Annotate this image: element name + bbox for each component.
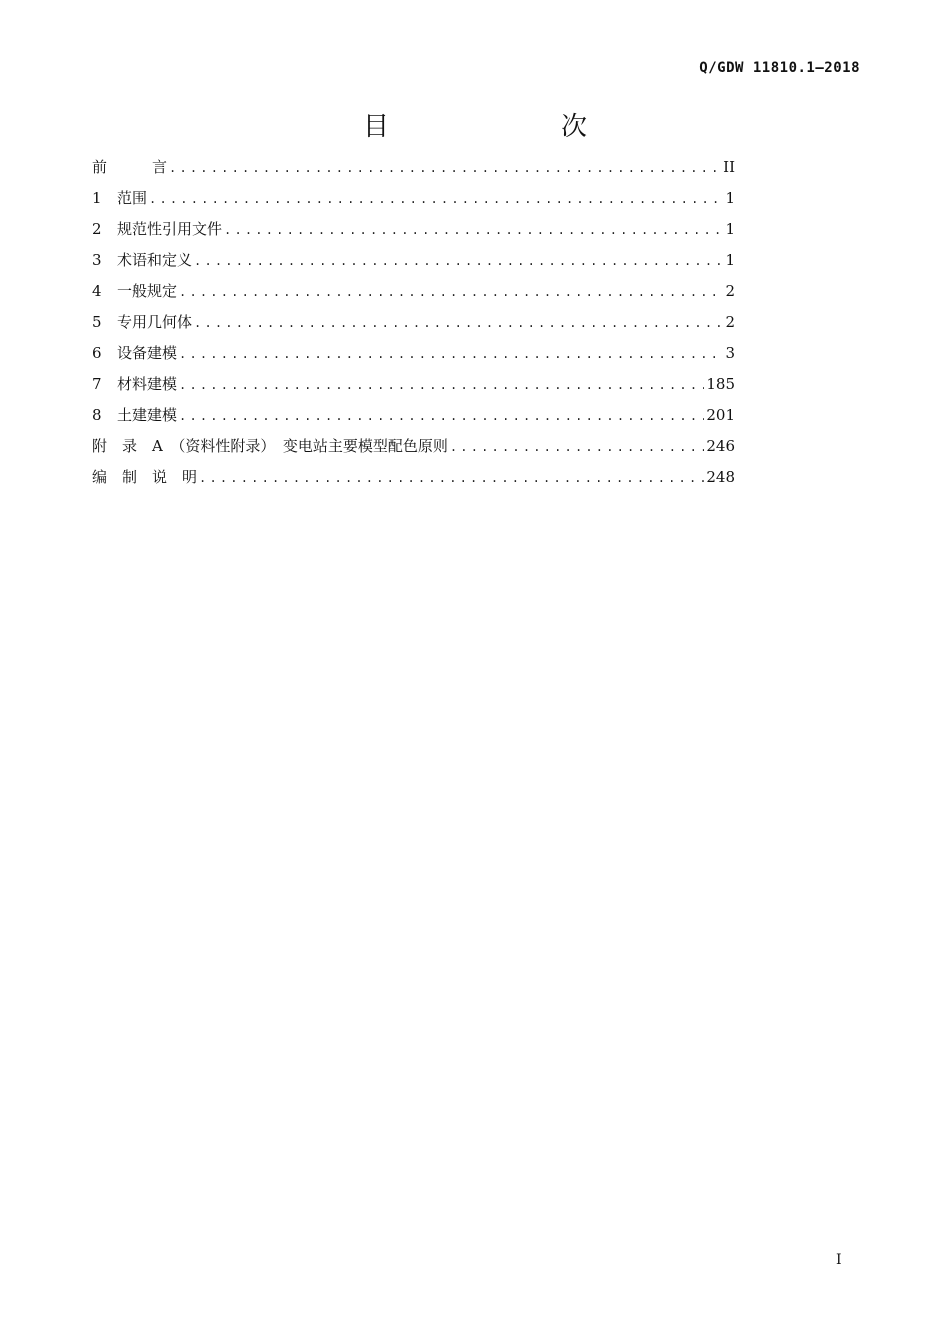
toc-item-label: 土建建模 — [117, 406, 178, 424]
toc-item-number: 1 — [92, 189, 102, 207]
toc-item-number: 2 — [92, 220, 102, 238]
standard-code: Q/GDW 11810.1—2018 — [699, 60, 860, 76]
toc-leader-dots — [224, 223, 723, 237]
table-of-contents — [92, 156, 735, 497]
toc-item-page: 2 — [725, 313, 735, 331]
toc-item-page: 201 — [706, 406, 735, 424]
toc-item-number: 6 — [92, 344, 102, 362]
page-number: I — [836, 1252, 842, 1268]
toc-leader-dots — [149, 192, 723, 206]
toc-leader-dots — [194, 254, 723, 268]
toc-item-label: 材料建模 — [117, 375, 178, 393]
toc-item-label: 附 录 A （资料性附录） 变电站主要模型配色原则 — [92, 437, 448, 455]
toc-item-number: 8 — [92, 406, 102, 424]
toc-item-explanation[interactable] — [92, 466, 735, 497]
toc-item-label: 专用几何体 — [117, 313, 193, 331]
toc-item-page: 1 — [725, 220, 735, 238]
toc-item-page: 185 — [706, 375, 735, 393]
toc-item-label: 一般规定 — [117, 282, 178, 300]
toc-item-terms[interactable] — [92, 249, 735, 280]
toc-item-foreword[interactable] — [92, 156, 735, 187]
toc-item-special-geometry[interactable] — [92, 311, 735, 342]
toc-item-general-rules[interactable] — [92, 280, 735, 311]
toc-item-page: 246 — [706, 437, 735, 455]
toc-item-label: 规范性引用文件 — [117, 220, 223, 238]
toc-item-label: 术语和定义 — [117, 251, 193, 269]
toc-leader-dots — [179, 347, 723, 361]
toc-leader-dots — [179, 285, 723, 299]
toc-item-appendix-a[interactable] — [92, 435, 735, 466]
toc-item-number: 5 — [92, 313, 102, 331]
toc-item-page: 248 — [706, 468, 735, 486]
toc-item-label: 编 制 说 明 — [92, 468, 198, 486]
toc-leader-dots — [179, 409, 704, 423]
toc-item-label: 设备建模 — [117, 344, 178, 362]
toc-item-page: 2 — [725, 282, 735, 300]
toc-leader-dots — [199, 471, 704, 485]
toc-item-number: 7 — [92, 375, 102, 393]
toc-item-page: 3 — [725, 344, 735, 362]
toc-leader-dots — [169, 161, 721, 175]
toc-item-civil-modeling[interactable] — [92, 404, 735, 435]
toc-leader-dots — [450, 440, 705, 454]
toc-item-material-modeling[interactable] — [92, 373, 735, 404]
toc-item-page: 1 — [725, 189, 735, 207]
toc-leader-dots — [194, 316, 723, 330]
toc-item-label: 范围 — [117, 189, 148, 207]
toc-item-page: II — [723, 158, 735, 176]
toc-item-label: 前 言 — [92, 158, 168, 176]
toc-item-number: 3 — [92, 251, 102, 269]
toc-item-number: 4 — [92, 282, 102, 300]
toc-item-scope[interactable] — [92, 187, 735, 218]
toc-item-equipment-modeling[interactable] — [92, 342, 735, 373]
toc-item-page: 1 — [725, 251, 735, 269]
toc-leader-dots — [179, 378, 704, 392]
toc-item-normative-references[interactable] — [92, 218, 735, 249]
page-title: 目 次 — [362, 112, 627, 142]
